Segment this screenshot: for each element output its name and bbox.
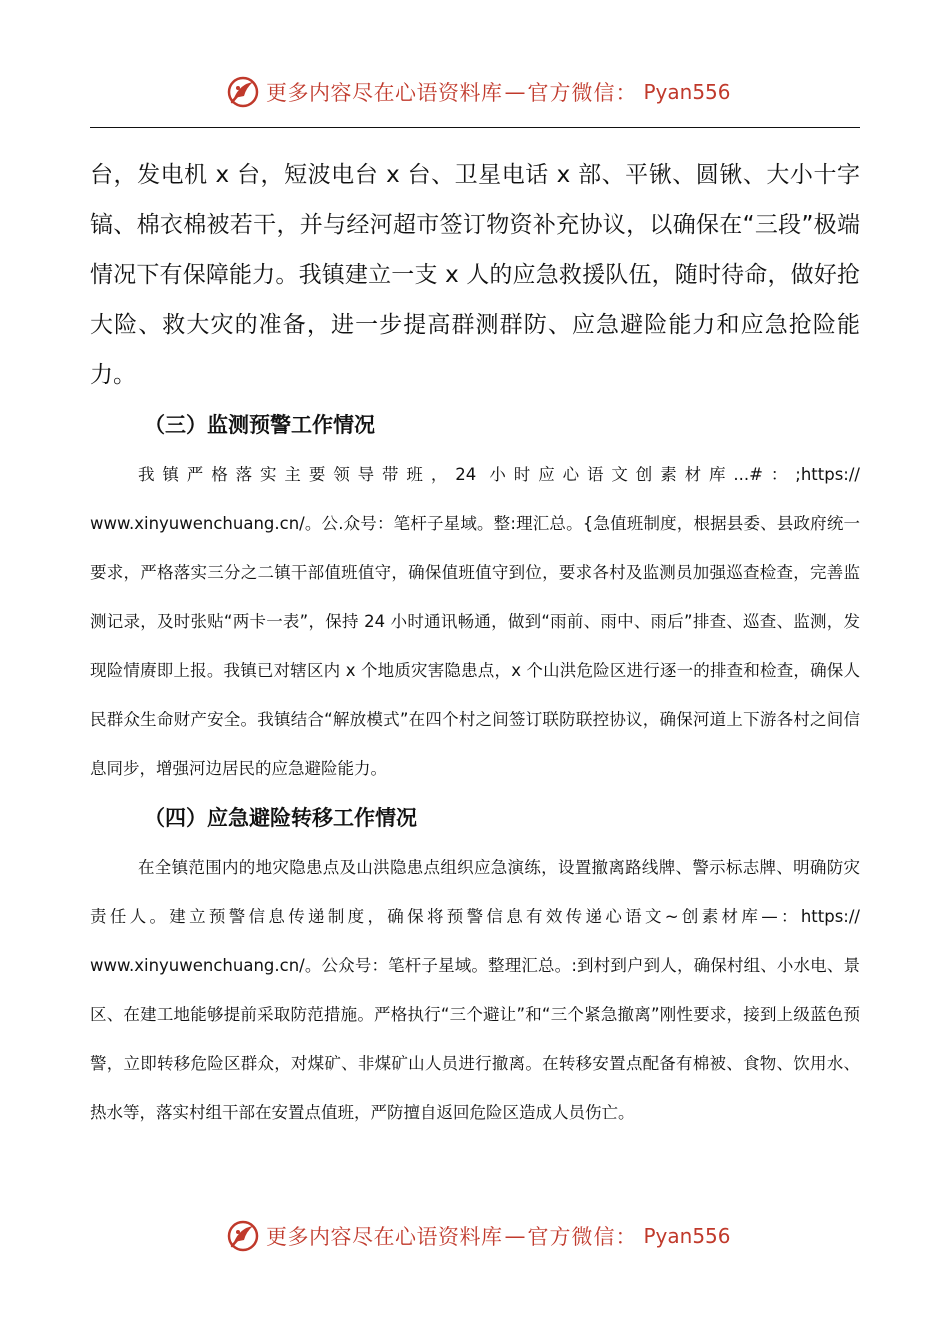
header-divider [90,127,860,128]
document-body [90,150,860,1137]
footer-main-text: 更多内容尽在心语资料库 [266,1225,503,1249]
section3-title: （三）监测预警工作情况 [144,413,375,437]
section4-title: （四）应急避险转移工作情况 [144,806,417,830]
page-header [0,72,950,112]
footer-wechat-id: Pyan556 [643,1224,731,1248]
page-footer [0,1216,950,1256]
brand-logo-icon [226,1218,260,1254]
header-label: 官方微信： [527,81,638,105]
footer-separator: — [504,1224,526,1248]
section3-paragraph: 我镇严格落实主要领导带班，24 小时应心语文创素材库...#：;https:// www.xinyuwenchuang.cn/。公.众号：笔杆子星域。整:理汇总。{急值班制度，根据县委、县政府统一要求，严格落实三分之二镇干部值班值守，确保值班值守到位，要求各村及监测员加强巡查检查，完善监测记录，及时张贴“两卡一表”，保持 24 小时通讯畅通，做到“雨前、雨中、雨后”排查、巡查、监测，发现险情赓即上报。我镇已对辖区内 x 个地质灾害隐患点，x 个山洪危险区进行逐一的排查和检查，确保人民群众生命财产安全。我镇结合“解放模式”在四个村之间签订联防联控协议，确保河道上下游各村之间信息同步，增强河边居民的应急避险能力。 [90,465,860,778]
section4-paragraph: 在全镇范围内的地灾隐患点及山洪隐患点组织应急演练，设置撤离路线牌、警示标志牌、明确防灾责任人。建立预警信息传递制度，确保将预警信息有效传递心语文~创素材库—：https:// www.xinyuwenchuang.cn/。公众号：笔杆子星域。整理汇总。:到村到户到人，确保村组、小水电、景区、在建工地能够提前采取防范措施。严格执行“三个避让”和“三个紧急撤离”刚性要求，接到上级蓝色预警，立即转移危险区群众，对煤矿、非煤矿山人员进行撤离。在转移安置点配备有棉被、食物、饮用水、热水等，落实村组干部在安置点值班，严防擅自返回危险区造成人员伤亡。 [90,858,860,1122]
footer-label: 官方微信： [527,1225,638,1249]
header-banner [226,72,731,112]
header-separator: — [504,80,526,104]
brand-logo-icon [226,74,260,110]
footer-banner [226,1216,731,1256]
intro-paragraph: 台，发电机 x 台，短波电台 x 台、卫星电话 x 部、平锹、圆锹、大小十字镐、棉衣棉被若干，并与经河超市签订物资补充协议，以确保在“三段”极端情况下有保障能力。我镇建立一支 x 人的应急救援队伍，随时待命，做好抢大险、救大灾的准备，进一步提高群测群防、应急避险能力和应急抢险能力。 [90,162,860,388]
header-main-text: 更多内容尽在心语资料库 [266,81,503,105]
header-wechat-id: Pyan556 [643,80,731,104]
